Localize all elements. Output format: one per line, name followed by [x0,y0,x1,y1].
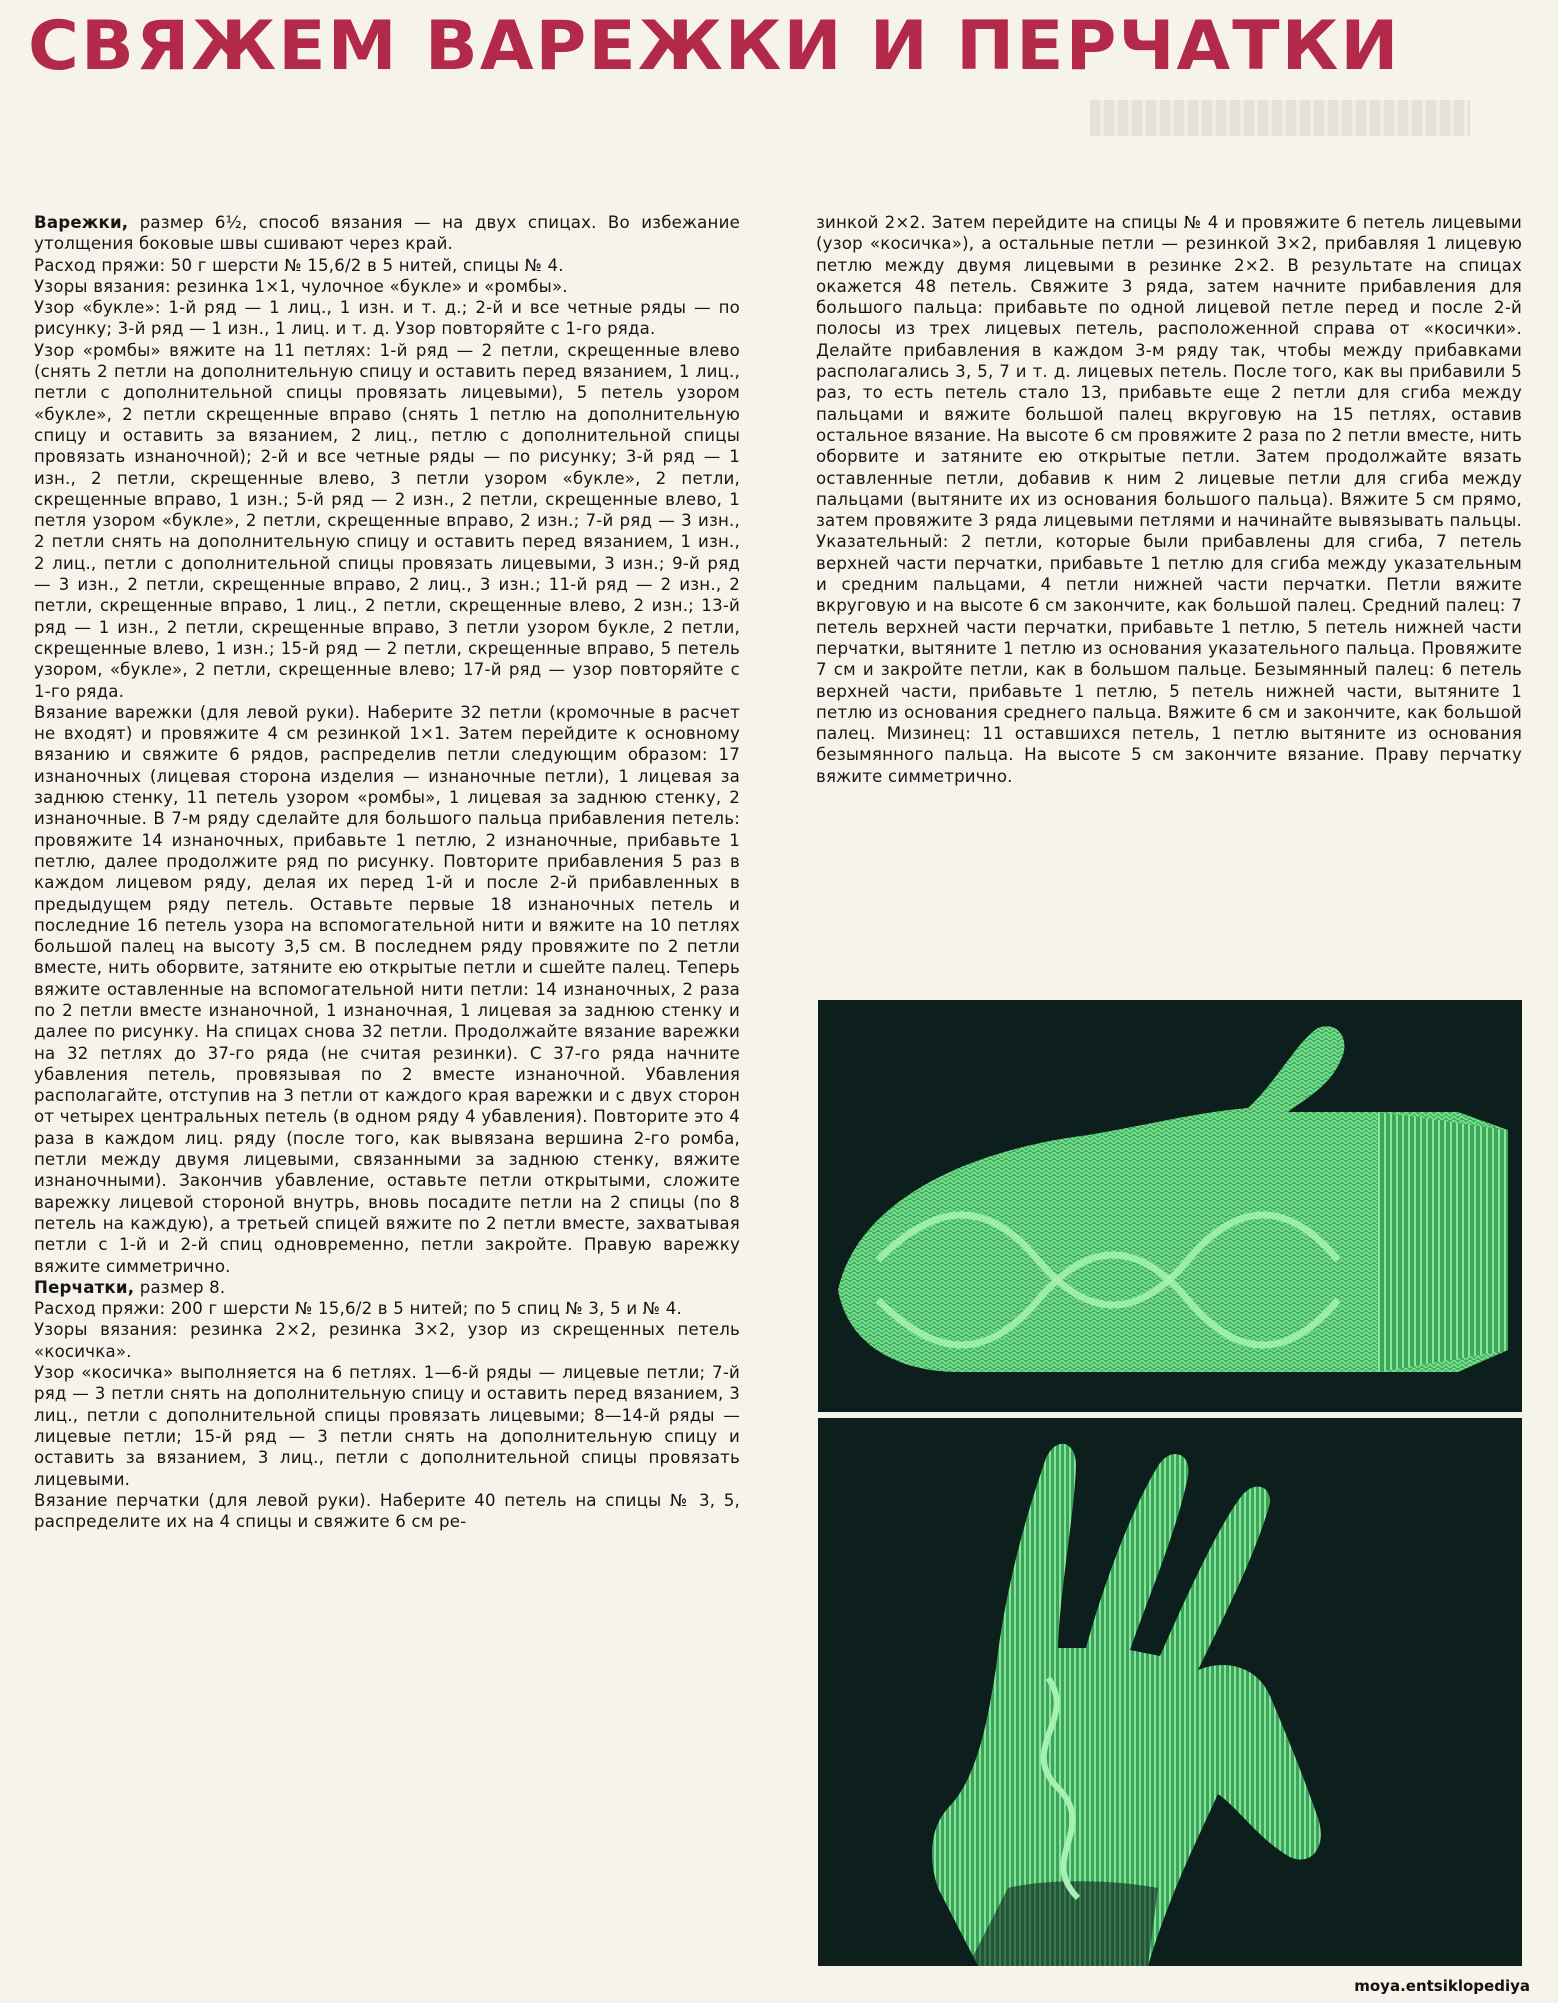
section-title-gloves: Перчатки, [34,1277,135,1297]
source-credit: moya.entsiklopediya [1350,1975,1534,1997]
paragraph: Вязание варежки (для левой руки). Наберите 32 петли (кромочные в расчет не входят) и провяжите 4 см резинкой 1×1. Затем перейдите к основному вязанию и свяжите 6 рядов, распределив петли следующим образом: 17 изнаночных (лицевая сторона изделия — изнаночные петли), 1 лицевая за заднюю стенку, 11 петель узором «ромбы», 1 лицевая за заднюю стенку, 2 изнаночные. В 7-м ряду сделайте для большого пальца прибавления петель: провяжите 14 изнаночных, прибавьте 1 петлю, 2 изнаночные, прибавьте 1 петлю, далее продолжите ряд по рисунку. Повторите прибавления 5 раз в каждом лицевом ряду, делая их перед 1-й и после 2-й прибавленных в предыдущем ряду петель. Оставьте первые 18 изнаночных петель и последние 16 петель узора на вспомогательной нити и вяжите на 10 петлях большой палец на высоту 3,5 см. В последнем ряду провяжите по 2 петли вместе, нить оборвите, затяните ею открытые петли и сшейте палец. Теперь вяжите оставленные на вспомогательной нити петли: 14 изнаночных, 2 раза по 2 петли вместе изнаночной, 1 изнаночная, 1 лицевая за заднюю стенку и далее по рисунку. На спицах снова 32 петли. Продолжайте вязание варежки на 32 петлях до 37-го ряда (не считая резинки). С 37-го ряда начните убавления петель, провязывая по 2 вместе изнаночной. Убавления располагайте, отступив на 3 петли от каждого края варежки и с двух сторон от четырех центральных петель (в одном ряду 4 убавления). Повторите это 4 раза в каждом лиц. ряду (после того, как вывязана вершина 2-го ромба, петли между двумя лицевыми, связанными за заднюю стенку, вяжите изнаночными). Закончив убавление, оставьте петли открытыми, сложите варежку лицевой стороной внутрь, вновь посадите петли на 2 спицы (по 8 петель на каждую), а третьей спицей вяжите по 2 петли вместе, захватывая петли с 1-й и 2-й спиц одновременно, петли закройте. Правую варежку вяжите симметрично. [34,702,740,1276]
glove-illustration [818,1418,1522,1966]
paragraph: Узор «косичка» выполняется на 6 петлях. 1—6-й ряды — лицевые петли; 7-й ряд — 3 петли снять на дополнительную спицу и оставить перед вязанием, 3 лиц., петли с дополнительной спицы провязать лицевыми; 8—14-й ряды — лицевые петли; 15-й ряд — 3 петли снять на дополнительную спицу и оставить за вязанием, 3 лиц., петли с дополнительной спицы провязать лицевыми. [34,1363,740,1489]
paragraph: Расход пряжи: 50 г шерсти № 15,6/2 в 5 нитей, спицы № 4. [34,255,564,275]
paragraph: Узор «букле»: 1-й ряд — 1 лиц., 1 изн. и т. д.; 2-й и все четные ряды — по рисунку; 3-й ряд — 1 изн., 1 лиц. и т. д. Узор повторяйте с 1-го ряда. [34,298,740,339]
paragraph-text: размер 8. [134,1277,226,1297]
paragraph: Узоры вязания: резинка 1×1, чулочное «букле» и «ромбы». [34,276,568,296]
paragraph: Узор «ромбы» вяжите на 11 петлях: 1-й ряд — 2 петли, скрещенные влево (снять 2 петли на дополнительную спицу и оставить перед вязанием, 1 лиц., петли с дополнительной спицы провязать лицевыми), 5 петель узором «букле», 2 петли скрещенные вправо (снять 1 петлю на дополнительную спицу и оставить за вязанием, 2 лиц., петлю с дополнительной спицы провязать изнаночной); 2-й и все четные ряды — по рисунку; 3-й ряд — 1 изн., 2 петли, скрещенные влево, 3 петли узором «букле», 2 петли, скрещенные вправо, 1 изн.; 5-й ряд — 2 изн., 2 петли, скрещенные влево, 1 петля узором «букле», 2 петли, скрещенные вправо, 2 изн.; 7-й ряд — 3 изн., 2 петли снять на дополнительную спицу и оставить перед вязанием, 1 изн., 2 лиц., петли с дополнительной спицы провязать лицевыми, 3 изн.; 9-й ряд — 3 изн., 2 петли, скрещенные вправо, 2 лиц., 3 изн.; 11-й ряд — 2 изн., 2 петли, скрещенные вправо, 1 лиц., 2 петли, скрещенные влево, 2 изн.; 13-й ряд — 1 изн., 2 петли, скрещенные вправо, 3 петли узором букле, 2 петли, скрещенные влево, 1 изн.; 15-й ряд — 2 петли, скрещенные вправо, 5 петель узором, «букле», 2 петли, скрещенные влево; 17-й ряд — узор повторяйте с 1-го ряда. [34,340,740,701]
glove-photo [818,1418,1522,1966]
bleed-through-text [1090,100,1470,136]
right-column [816,212,1522,787]
paragraph: Узоры вязания: резинка 2×2, резинка 3×2, узор из скрещенных петель «косичка». [34,1320,740,1361]
mitten-photo [818,1000,1522,1412]
mitten-cuff [1378,1112,1508,1372]
paragraph-text: размер 6½, способ вязания — на двух спицах. Во избежание утолщения боковые швы сшивают через край. [34,213,740,254]
paragraph [34,212,740,255]
left-column [34,212,740,1532]
page-title: СВЯЖЕМ ВАРЕЖКИ И ПЕРЧАТКИ [28,7,1401,86]
mitten-illustration [818,1000,1522,1412]
paragraph: зинкой 2×2. Затем перейдите на спицы № 4 и провяжите 6 петель лицевыми (узор «косичка»), а остальные петли — резинкой 3×2, прибавляя 1 лицевую петлю между двумя лицевыми в резинке 2×2. В результате на спицах окажется 48 петель. Свяжите 3 ряда, затем начните прибавления для большого пальца: прибавьте по одной лицевой петле перед и после 2-й полосы из трех лицевых петель, расположенной справа от «косички». Делайте прибавления в каждом 3-м ряду так, чтобы между прибавками располагались 3, 5, 7 и т. д. лицевых петель. После того, как вы прибавили 5 раз, то есть петель стало 13, прибавьте еще 2 петли для сгиба между пальцами и вяжите большой палец вкруговую на 15 петлях, оставив остальное вязание. На высоте 6 см провяжите 2 раза по 2 петли вместе, нить оборвите и затяните ею открытые петли. Затем продолжайте вязать оставленные петли, добавив к ним 2 лицевые петли для сгиба между пальцами (вытяните их из основания большого пальца). Вяжите 5 см прямо, затем провяжите 3 ряда лицевыми петлями и начинайте вывязывать пальцы. Указательный: 2 петли, которые были прибавлены для сгиба, 7 петель верхней части перчатки, прибавьте 1 петлю для сгиба между указательным и средним пальцами, 4 петли нижней части перчатки. Петли вяжите вкруговую и на высоте 6 см закончите, как большой палец. Средний палец: 7 петель верхней части перчатки, прибавьте 1 петлю, 5 петель нижней части перчатки, вытяните 1 петлю из основания указательного пальца. Провяжите 7 см и закройте петли, как в большом пальце. Безымянный палец: 6 петель верхней части, прибавьте 1 петлю, 5 петель нижней части, вытяните 1 петлю из основания среднего пальца. Вяжите 6 см и закончите, как большой палец. Мизинец: 11 оставшихся петель, 1 петлю вытяните из основания безымянного пальца. На высоте 5 см закончите вязание. Праву перчатку вяжите симметрично. [816,213,1522,786]
section-title-mittens: Варежки, [34,213,129,232]
paragraph: Вязание перчатки (для левой руки). Наберите 40 петель на спицы № 3, 5, распределите их на 4 спицы и свяжите 6 см ре- [34,1490,740,1532]
paragraph: Расход пряжи: 200 г шерсти № 15,6/2 в 5 нитей; по 5 спиц № 3, 5 и № 4. [34,1299,682,1319]
paragraph [34,1277,740,1298]
